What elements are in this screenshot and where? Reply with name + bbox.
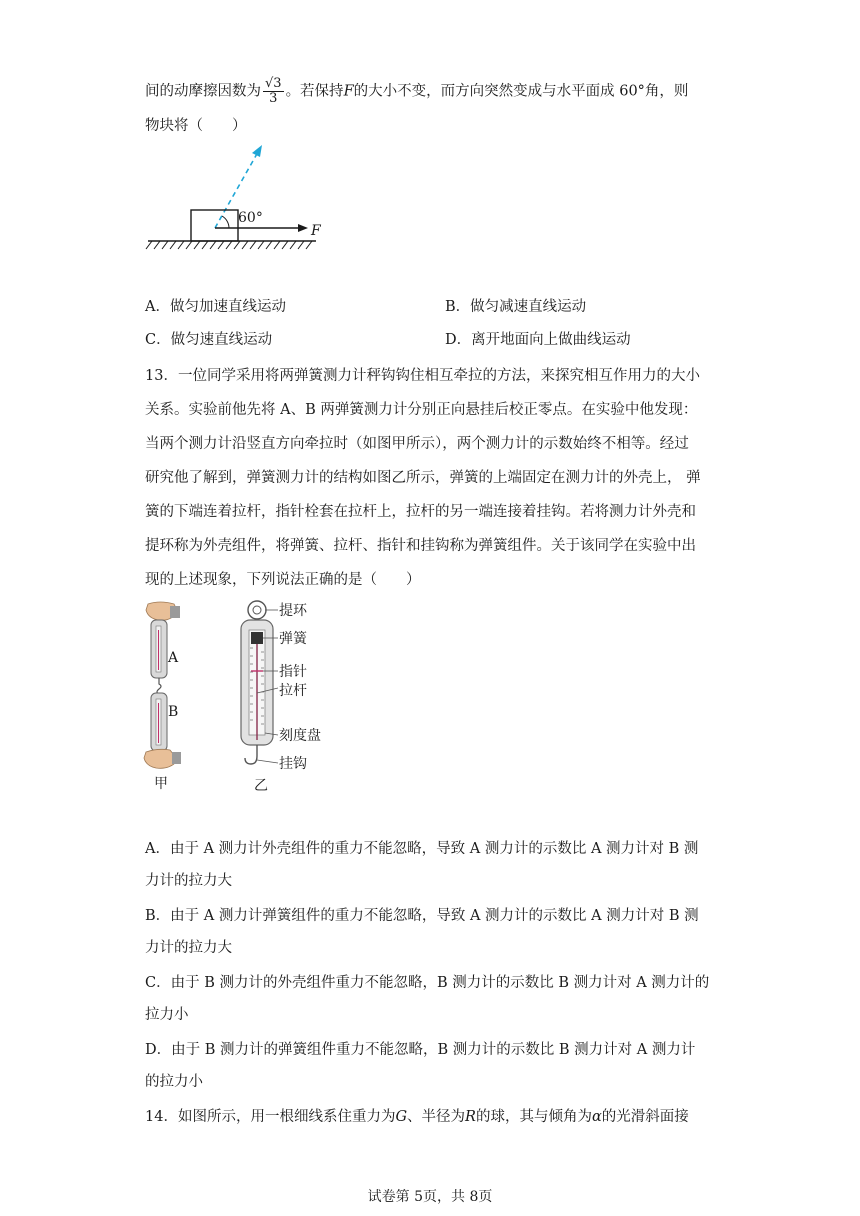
q12-ground-hatching xyxy=(146,241,312,249)
q13-sleeve-top xyxy=(170,606,180,618)
q14-text-d: 的光滑斜面接 xyxy=(601,1109,689,1125)
q13-figure-yi xyxy=(230,598,340,798)
q14-var-R: R xyxy=(465,1109,476,1125)
q13-line-5: 簧的下端连着拉杆，指针栓套在拉杆上，拉杆的另一端连接着挂钩。若将测力计外壳和 xyxy=(145,504,696,520)
q12-dashed-arrowhead xyxy=(252,145,262,157)
q13-ring xyxy=(248,601,266,619)
q14-var-alpha: α xyxy=(591,1109,602,1125)
q13-caption-jia: 甲 xyxy=(154,776,168,792)
q13-sleeve-bottom xyxy=(172,752,181,764)
q12-angle-arc xyxy=(222,216,229,228)
q13-option-a-line-2[interactable]: 力计的拉力大 xyxy=(145,873,232,889)
q13-option-b-line-2[interactable]: 力计的拉力大 xyxy=(145,940,232,956)
q13-option-d-line-1[interactable]: D．由于 B 测力计的弹簧组件重力不能忽略，B 测力计的示数比 B 测力计对 A 测力计 xyxy=(145,1042,696,1058)
q13-hook-link xyxy=(157,678,161,695)
q14-text-c: 的球，其与倾角为 xyxy=(475,1109,592,1125)
q13-yi-label-dial: 刻度盘 xyxy=(279,728,321,744)
q13-yi-label-ring: 提环 xyxy=(279,603,307,619)
q13-line-7: 现的上述现象，下列说法正确的是（ ） xyxy=(145,572,421,588)
q12-force-label: F xyxy=(311,223,321,239)
q13-option-b-line-1[interactable]: B．由于 A 测力计弹簧组件的重力不能忽略，导致 A 测力计的示数比 A 测力计对 B 测 xyxy=(145,908,699,924)
q12-option-d[interactable]: D．离开地面向上做曲线运动 xyxy=(445,332,631,348)
q13-line-6: 提环称为外壳组件，将弹簧、拉杆、指针和挂钩称为弹簧组件。关于该同学在实验中出 xyxy=(145,538,696,554)
q13-figure-jia xyxy=(140,600,200,795)
q12-frac-num: √3 xyxy=(265,76,282,91)
q13-line-1: 13．一位同学采用将两弹簧测力计秤钩钩住相互牵拉的方法，来探究相互作用力的大小 xyxy=(145,368,700,384)
q12-figure xyxy=(140,140,340,255)
q12-block xyxy=(191,210,238,241)
page-footer: 试卷第 5页，共 8页 xyxy=(367,1189,493,1205)
q12-force-arrowhead xyxy=(298,224,308,232)
q12-fraction xyxy=(263,77,284,106)
q13-option-a-line-1[interactable]: A．由于 A 测力计外壳组件的重力不能忽略，导致 A 测力计的示数比 A 测力计对 B 测 xyxy=(145,841,699,857)
q13-line-2: 关系。实验前他先将 A、B 两弹簧测力计分别正向悬挂后校正零点。在实验中他发现： xyxy=(145,402,698,418)
q14-text-a: 14．如图所示，用一根细线系住重力为 xyxy=(145,1109,396,1125)
q12-frac-den: 3 xyxy=(269,91,278,106)
q13-yi-spring xyxy=(251,632,263,644)
q13-yi-label-hook: 挂钩 xyxy=(279,756,307,772)
q12-text-b: 。若保持 xyxy=(285,83,344,100)
q13-line-3: 当两个测力计沿竖直方向牵拉时（如图甲所示），两个测力计的示数始终不相等。经过 xyxy=(145,436,689,452)
q14-line-1 xyxy=(145,1107,689,1127)
q13-caption-yi: 乙 xyxy=(254,778,268,794)
q13-line-4: 研究他了解到，弹簧测力计的结构如图乙所示，弹簧的上端固定在测力计的外壳上， 弹 xyxy=(145,470,701,486)
q12-option-a[interactable]: A．做匀加速直线运动 xyxy=(145,299,286,315)
q13-yi-label-rod: 拉杆 xyxy=(279,683,307,699)
q12-angle-label: 60° xyxy=(238,210,263,226)
q12-option-b[interactable]: B．做匀减速直线运动 xyxy=(445,299,587,315)
q13-option-d-line-2[interactable]: 的拉力小 xyxy=(145,1074,203,1090)
q12-line-1 xyxy=(145,77,688,106)
q12-var-F: F xyxy=(343,83,354,100)
q13-yi-hook xyxy=(245,745,257,764)
q14-text-b: 、半径为 xyxy=(407,1109,466,1125)
q13-yi-label-pointer: 指针 xyxy=(279,664,307,680)
q13-label-a: A xyxy=(168,650,179,666)
q12-line-2: 物块将（ ） xyxy=(145,118,247,134)
q13-yi-label-spring: 弹簧 xyxy=(279,631,307,647)
q14-var-G: G xyxy=(395,1109,408,1125)
q12-text-c: 的大小不变，而方向突然变成与水平面成 60°角，则 xyxy=(353,83,689,100)
q12-option-c[interactable]: C．做匀速直线运动 xyxy=(145,332,273,348)
q13-label-b: B xyxy=(168,704,179,720)
q12-text-a: 间的动摩擦因数为 xyxy=(145,83,261,100)
q13-option-c-line-1[interactable]: C．由于 B 测力计的外壳组件重力不能忽略，B 测力计的示数比 B 测力计对 A 测力计的 xyxy=(145,975,710,991)
q13-option-c-line-2[interactable]: 拉力小 xyxy=(145,1007,189,1023)
